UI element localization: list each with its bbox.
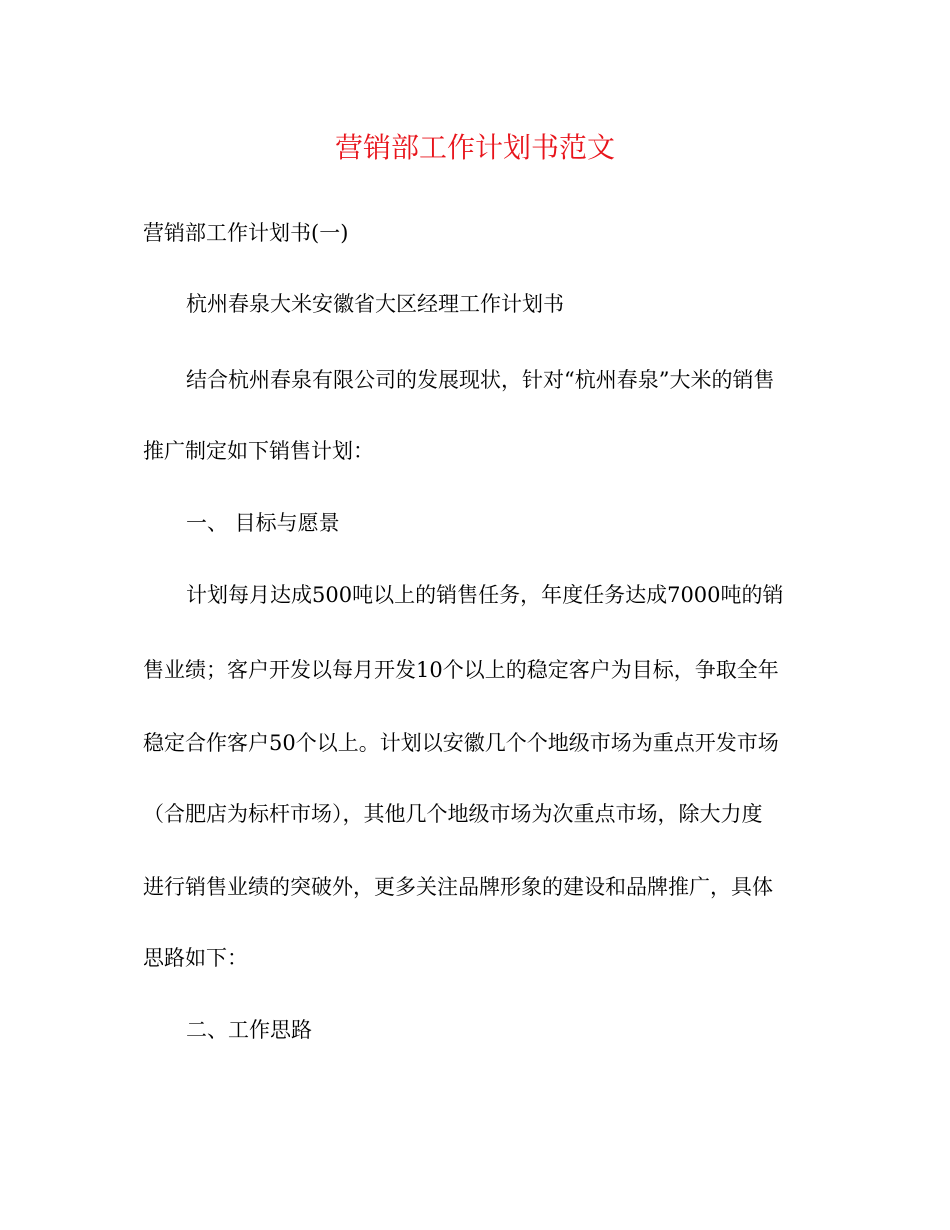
plan-subtitle: 杭州春泉大米安徽省大区经理工作计划书 xyxy=(186,292,564,316)
section-heading: 营销部工作计划书(一) xyxy=(143,221,349,245)
document-title: 营销部工作计划书范文 xyxy=(334,131,615,164)
paragraph-line: 进行销售业绩的突破外，更多关注品牌形象的建设和品牌推广，具体 xyxy=(143,875,773,899)
paragraph-line: 推广制定如下销售计划： xyxy=(143,439,374,463)
paragraph-line: 计划每月达成500吨以上的销售任务，年度任务达成7000吨的销 xyxy=(186,583,784,607)
paragraph-line: （合肥店为标杆市场），其他几个地级市场为次重点市场，除大力度 xyxy=(143,802,763,826)
paragraph-line: 结合杭州春泉有限公司的发展现状，针对“杭州春泉”大米的销售 xyxy=(186,368,775,392)
subsection-heading: 二、工作思路 xyxy=(186,1018,312,1042)
subsection-heading: 一、 目标与愿景 xyxy=(186,511,340,535)
paragraph-line: 思路如下： xyxy=(143,946,248,970)
paragraph-line: 售业绩；客户开发以每月开发10个以上的稳定客户为目标，争取全年 xyxy=(143,658,779,682)
paragraph-line: 稳定合作客户50个以上。计划以安徽几个个地级市场为重点开发市场 xyxy=(143,731,779,755)
